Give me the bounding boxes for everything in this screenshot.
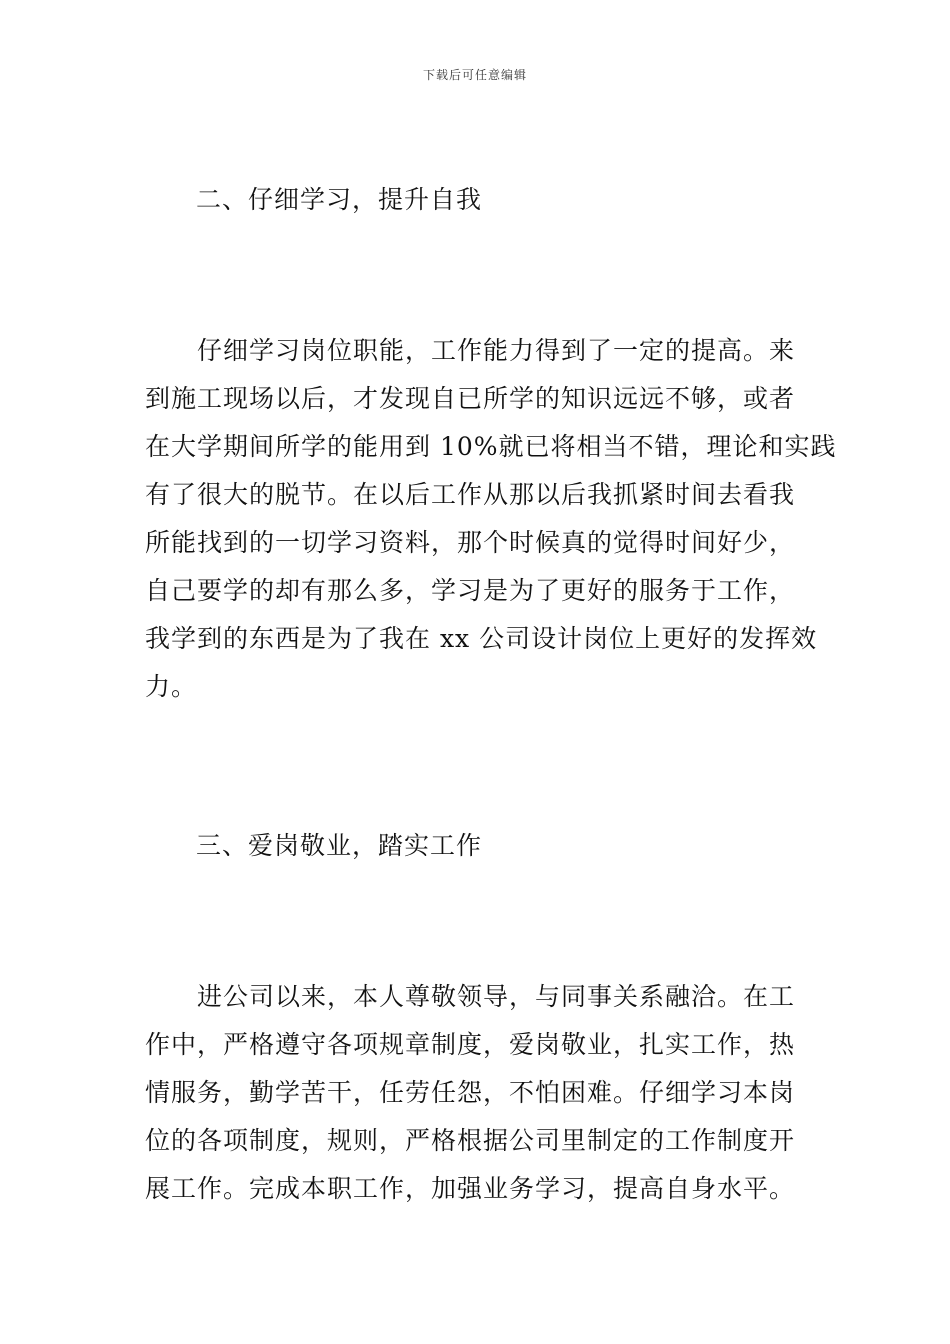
paragraph-line: 仔细学习岗位职能，工作能力得到了一定的提高。来 (197, 336, 796, 365)
paragraph-line: 到施工现场以后，才发现自已所学的知识远远不够，或者 (145, 384, 796, 413)
paragraph-line: 在大学期间所学的能用到 10%就已将相当不错，理论和实践 (145, 432, 837, 461)
paragraph-work (145, 973, 817, 1213)
paragraph-line: 有了很大的脱节。在以后工作从那以后我抓紧时间去看我 (145, 480, 796, 509)
paragraph-line: 自己要学的却有那么多，学习是为了更好的服务于工作， (145, 576, 796, 605)
paragraph-line: 进公司以来，本人尊敬领导，与同事关系融洽。在工 (197, 982, 796, 1011)
paragraph-line: 所能找到的一切学习资料，那个时候真的觉得时间好少， (145, 528, 796, 557)
paragraph-line: 位的各项制度，规则，严格根据公司里制定的工作制度开 (145, 1126, 796, 1155)
paragraph-line: 情服务，勤学苦干，任劳任怨，不怕困难。仔细学习本岗 (145, 1078, 796, 1107)
paragraph-line: 我学到的东西是为了我在 xx 公司设计岗位上更好的发挥效 (145, 624, 818, 653)
paragraph-study (145, 327, 837, 711)
paragraph-line: 力。 (145, 672, 198, 701)
header-note: 下载后可任意编辑 (422, 68, 527, 82)
section-heading-3: 三、爱岗敬业，踏实工作 (196, 831, 483, 860)
paragraph-line: 展工作。完成本职工作，加强业务学习，提高自身水平。 (145, 1174, 796, 1203)
section-heading-2: 二、仔细学习，提升自我 (196, 185, 483, 214)
paragraph-line: 作中，严格遵守各项规章制度，爱岗敬业，扎实工作，热 (145, 1030, 796, 1059)
